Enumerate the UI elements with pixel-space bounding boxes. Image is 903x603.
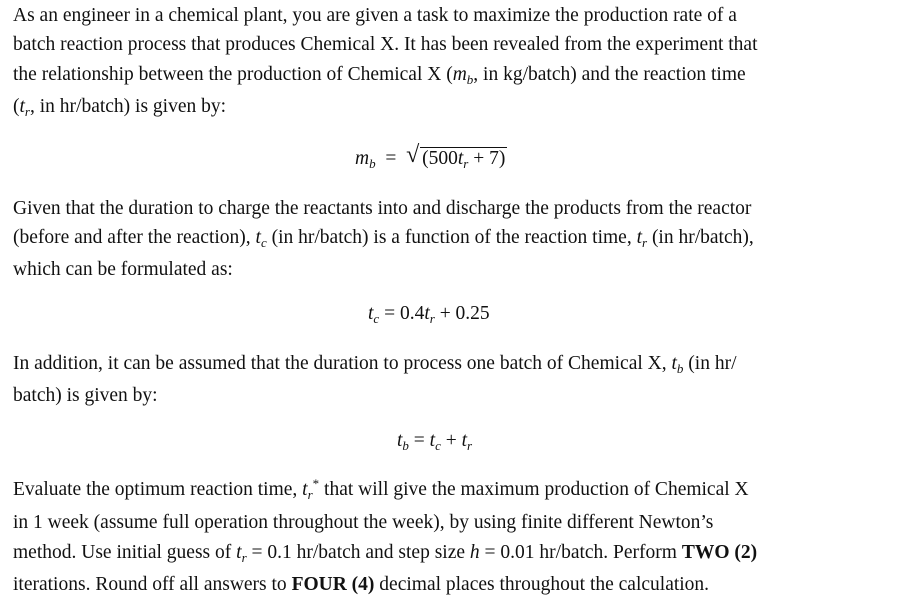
paragraph-1-line-1: As an engineer in a chemical plant, you are given a task to maximize the production rate of a (13, 5, 737, 26)
paragraph-4-line-2: in 1 week (assume full operation throughout the week), by using finite different Newton’s (13, 512, 714, 533)
square-root: √ $(500t_r + 7)$ (406, 142, 506, 171)
paragraph-4-line-4: iterations. Round off all answers to FOUR (4) decimal places throughout the calculation. (13, 574, 710, 595)
paragraph-2-line-2: (before and after the reaction), $t_c$ (in hr/batch) is a function of the reaction time, $t_r$ (in hr/batch), (13, 227, 754, 250)
equation-batch-time: $t_b = t_c + t_r$ (397, 430, 473, 453)
paragraph-1-line-4: ($t_r$, in hr/batch) is given by: (13, 96, 227, 119)
equation-charge-time: $t_c = 0.4t_r + 0.25$ (368, 303, 490, 326)
paragraph-1-line-2: batch reaction process that produces Chemical X. It has been revealed from the experiment that (13, 34, 758, 55)
paragraph-1-line-3: the relationship between the production of Chemical X ($m_b$, in kg/batch) and the reaction time (13, 64, 746, 87)
paragraph-2-line-1: Given that the duration to charge the reactants into and discharge the products from the reactor (13, 198, 752, 219)
paragraph-3-line-2: batch) is given by: (13, 385, 158, 406)
paragraph-4-line-3: method. Use initial guess of $t_r = 0.1$ hr/batch and step size h = 0.01 hr/batch. Perform TWO (2) (13, 542, 758, 565)
paragraph-3-line-1: In addition, it can be assumed that the duration to process one batch of Chemical X, $t_b$ (in hr/ (13, 353, 737, 376)
paragraph-2-line-3: which can be formulated as: (13, 259, 233, 280)
paragraph-4-line-1: Evaluate the optimum reaction time, $t_r^*$ that will give the maximum production of Chemical X (13, 476, 749, 502)
equation-production-mass: $m_b$ = √ $(500t_r + 7)$ (355, 142, 506, 171)
